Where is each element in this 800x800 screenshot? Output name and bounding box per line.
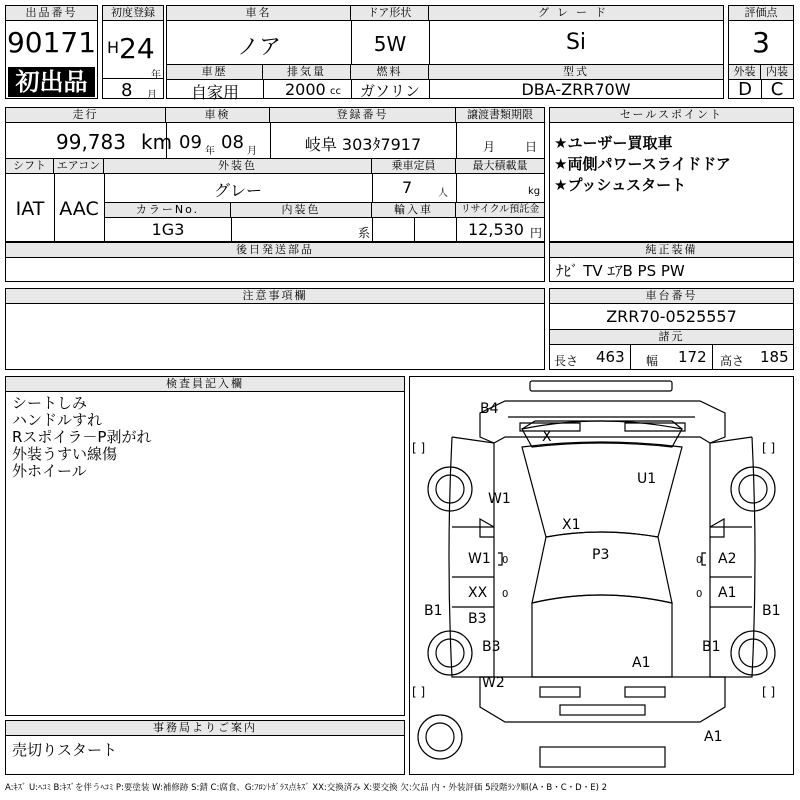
- transfer-day: 日: [525, 140, 538, 154]
- damage-mark: B3: [468, 611, 487, 627]
- inspector-notes-header: 検査員記入欄: [6, 377, 404, 392]
- sales-points-header: セールスポイント: [550, 108, 793, 123]
- office-notes-text: 売切りスタート: [12, 741, 118, 759]
- mileage-header: 走行: [6, 108, 166, 123]
- damage-mark: W1: [468, 551, 491, 567]
- history-header: 車歴: [167, 65, 263, 80]
- interior-header: 内装: [761, 65, 793, 80]
- damage-mark: U1: [637, 471, 657, 487]
- car-name-header: 車名: [167, 6, 351, 21]
- damage-mark: B3: [482, 639, 501, 655]
- door-header: ドア形状: [351, 6, 429, 21]
- sales-point-3: ★プッシュスタート: [554, 176, 687, 194]
- interior-score: C: [770, 79, 784, 100]
- grade: Si: [565, 30, 587, 55]
- grade-header: グレード: [429, 6, 723, 21]
- first-registration-box: [102, 5, 164, 99]
- inspector-notes-list: [12, 395, 151, 480]
- plate-header: 登録番号: [270, 108, 456, 123]
- transfer-month: 月: [483, 140, 496, 154]
- registration-year: 24: [119, 32, 155, 65]
- lot-number: 90171: [6, 26, 97, 59]
- year-unit: 年: [151, 70, 161, 81]
- recycle-header: リサイクル預託金: [456, 203, 544, 218]
- plate-number: 岐阜 303ﾀ7917: [304, 135, 422, 154]
- month-unit: 月: [147, 90, 157, 101]
- score-box: [728, 5, 794, 99]
- equipment-list: ﾅﾋﾞ TV ｴｱB PS PW: [556, 262, 685, 280]
- bracket-mark: [ ]: [762, 441, 776, 455]
- damage-mark: W2: [482, 675, 505, 691]
- chassis-header: 車台番号: [550, 289, 793, 304]
- interior-color-header: 内装色: [231, 203, 372, 218]
- damage-legend: A:ｷｽﾞ U:ﾍｺﾐ B:ｷｽﾞを伴うﾍｺﾐ P:要塗装 W:補修跡 S:錆 C:腐食、G:ﾌﾛﾝﾄｶﾞﾗｽ点ｷｽﾞ XX:交換済み X:要交換 欠:欠品 内・外装評価 5段階ﾗﾝｸ順(A・B・C・D・E) 2: [5, 783, 608, 793]
- damage-mark: W1: [488, 491, 511, 507]
- lot-number-box: [5, 5, 98, 99]
- recycle-unit: 円: [530, 226, 543, 240]
- later-parts-header: 後日発送部品: [6, 243, 544, 258]
- sales-points-box: [549, 107, 794, 242]
- color-number: 1G3: [151, 220, 185, 239]
- interior-color-unit: 系: [358, 226, 371, 240]
- length: 463: [596, 348, 625, 366]
- zero-mark: 0: [502, 589, 509, 600]
- door-type: 5W: [373, 32, 407, 56]
- damage-mark: B1: [762, 603, 781, 619]
- damage-diagram-box: [409, 376, 794, 775]
- exterior-header: 外装: [729, 65, 761, 80]
- damage-mark: B1: [424, 603, 443, 619]
- bracket-mark: [ ]: [412, 441, 426, 455]
- notes-header: 注意事項欄: [6, 289, 544, 304]
- bracket-mark: [ ]: [762, 685, 776, 699]
- zero-mark: 0: [502, 555, 509, 566]
- capacity-unit: 人: [438, 188, 448, 199]
- load-unit: kg: [528, 186, 541, 197]
- sales-point-2: ★両側パワースライドドア: [554, 155, 731, 173]
- lot-number-header: 出品番号: [6, 6, 97, 21]
- office-notes-box: [5, 720, 405, 775]
- inspector-note: シートしみ: [12, 394, 88, 412]
- inspection-header: 車検: [166, 108, 270, 123]
- model-code: DBA-ZRR70W: [521, 80, 631, 99]
- width-label: 幅: [646, 354, 659, 368]
- model-header: 型式: [429, 65, 723, 80]
- damage-mark: P3: [592, 547, 610, 563]
- inspection-year-unit: 年: [205, 146, 215, 157]
- chassis-box: [549, 288, 794, 370]
- displacement-unit: cc: [330, 86, 341, 97]
- inspector-note: 外ホイール: [12, 462, 87, 480]
- score-header: 評価点: [729, 6, 793, 21]
- vehicle-details-box: [5, 107, 545, 242]
- import-header: 輸入車: [372, 203, 456, 218]
- bracket-mark: [ ]: [412, 685, 426, 699]
- damage-mark: X1: [562, 517, 581, 533]
- width: 172: [678, 348, 707, 366]
- damage-mark: A1: [718, 585, 737, 601]
- damage-mark: A1: [632, 655, 651, 671]
- notes-box: [5, 288, 545, 370]
- inspector-notes-box: [5, 376, 405, 716]
- transfer-deadline-header: 譲渡書類期限: [456, 108, 544, 123]
- car-info-box: [166, 5, 724, 102]
- shift: IAT: [15, 198, 45, 220]
- inspection-year: 09: [179, 132, 202, 153]
- equipment-header: 純正装備: [550, 243, 793, 258]
- car-body-diagram: [410, 377, 793, 774]
- damage-mark: A1: [704, 729, 723, 745]
- zero-mark: 0: [696, 555, 703, 566]
- color-header: 外装色: [104, 159, 372, 174]
- sales-point-1: ★ユーザー買取車: [554, 134, 673, 152]
- inspector-note: Rスポイラ－P剥がれ: [12, 428, 152, 446]
- inspection-month: 08: [221, 132, 244, 153]
- era-label: H: [107, 38, 120, 57]
- specs-header: 諸元: [550, 329, 793, 345]
- shift-header: シフト: [6, 159, 54, 174]
- registration-month: 8: [121, 80, 133, 101]
- damage-mark: B1: [702, 639, 721, 655]
- displacement: 2000: [285, 80, 326, 99]
- length-label: 長さ: [554, 354, 579, 368]
- exterior-score: D: [738, 79, 752, 100]
- score: 3: [752, 26, 770, 59]
- color: グレー: [213, 181, 262, 200]
- recycle-fee: 12,530: [468, 220, 524, 239]
- chassis-number: ZRR70-0525557: [606, 307, 737, 326]
- damage-mark: B4: [480, 401, 499, 417]
- first-registration-header: 初度登録: [103, 6, 163, 21]
- mileage-unit: km: [141, 130, 173, 154]
- air-conditioner: AAC: [59, 198, 99, 220]
- color-number-header: カラーNo.: [105, 203, 231, 218]
- inspector-note: ハンドルすれ: [12, 411, 103, 429]
- ac-header: エアコン: [54, 159, 104, 174]
- capacity: 7: [402, 178, 413, 197]
- later-parts-box: [5, 242, 545, 282]
- height: 185: [760, 348, 789, 366]
- displacement-header: 排気量: [263, 65, 351, 80]
- inspector-note: 外装うすい線傷: [12, 445, 118, 463]
- load-header: 最大積載量: [456, 159, 544, 174]
- fuel-header: 燃料: [351, 65, 429, 80]
- capacity-header: 乗車定員: [372, 159, 456, 174]
- height-label: 高さ: [720, 354, 745, 368]
- office-notes-header: 事務局よりご案内: [6, 721, 404, 736]
- mileage: 99,783: [56, 130, 126, 154]
- equipment-box: [549, 242, 794, 282]
- car-history: 自家用: [190, 83, 239, 102]
- damage-mark: A2: [718, 551, 737, 567]
- zero-mark: 0: [696, 589, 703, 600]
- first-listing-badge: 初出品: [8, 67, 95, 97]
- fuel: ガソリン: [359, 82, 420, 100]
- damage-mark: X: [542, 429, 552, 445]
- inspection-month-unit: 月: [247, 146, 257, 157]
- car-name: ノア: [236, 35, 281, 60]
- damage-mark: XX: [468, 585, 488, 601]
